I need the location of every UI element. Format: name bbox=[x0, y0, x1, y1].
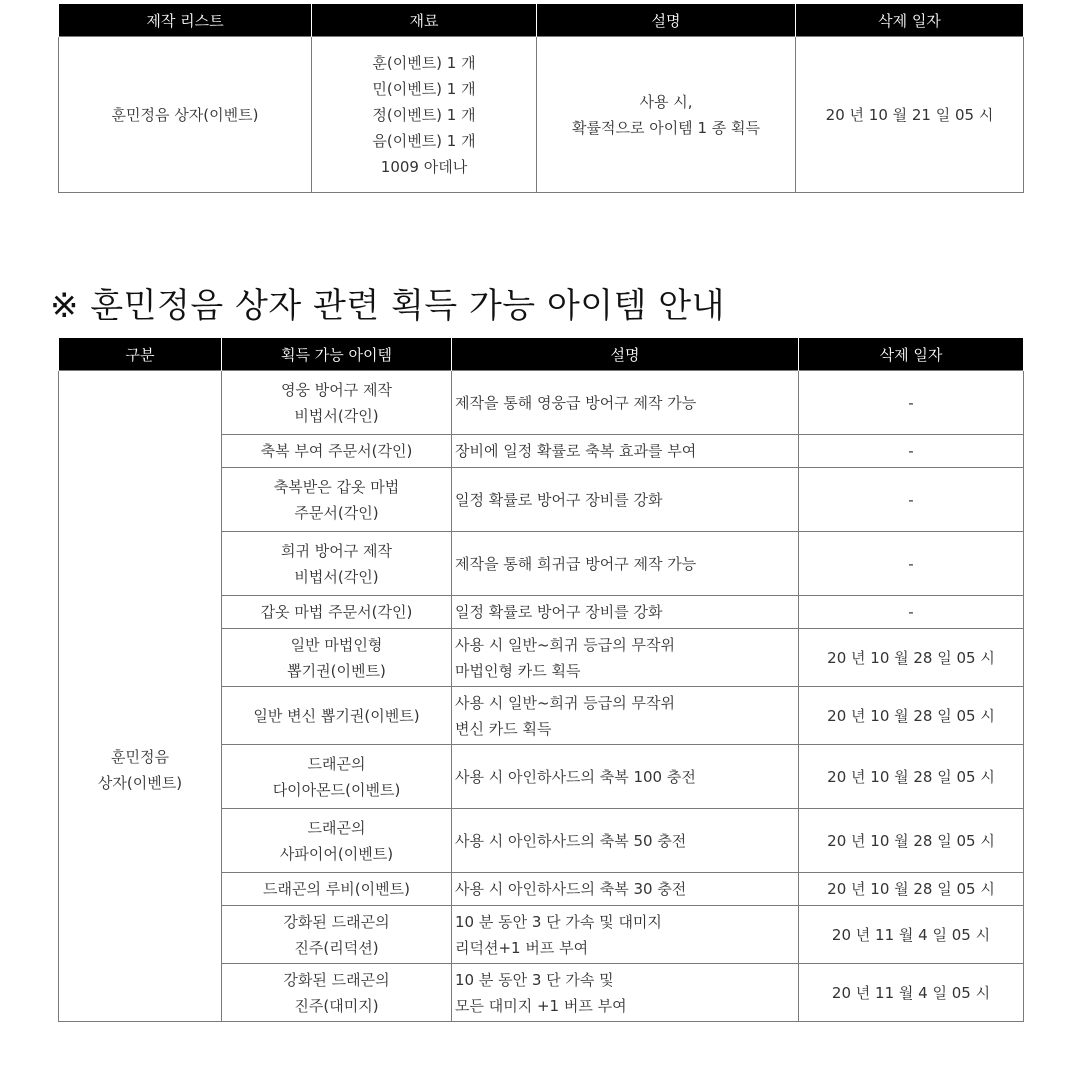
item-description-cell bbox=[452, 745, 799, 809]
category-cell bbox=[59, 371, 222, 1022]
craft-description bbox=[537, 37, 796, 193]
item-description-line: 제작을 통해 희귀급 방어구 제작 가능 bbox=[455, 554, 697, 573]
item-description-cell bbox=[452, 629, 799, 687]
material-line: 정(이벤트) 1 개 bbox=[372, 105, 476, 124]
item-description-line: 사용 시 일반~희귀 등급의 무작위 bbox=[455, 693, 676, 712]
item-description-line: 10 분 동안 3 단 가속 및 대미지 bbox=[455, 912, 662, 931]
item-description-line: 사용 시 아인하사드의 축복 30 충전 bbox=[455, 880, 687, 898]
item-name-line: 드래곤의 bbox=[307, 818, 366, 837]
item-description-cell bbox=[452, 809, 799, 873]
item-name-line: 다이아몬드(이벤트) bbox=[272, 780, 401, 799]
item-delete-date-cell: 20 년 11 월 4 일 05 시 bbox=[799, 906, 1024, 964]
item-name-cell bbox=[222, 468, 452, 532]
material-line: 1009 아데나 bbox=[380, 157, 468, 176]
item-description-line: 10 분 동안 3 단 가속 및 bbox=[455, 970, 614, 989]
item-delete-date-cell: 20 년 10 월 28 일 05 시 bbox=[799, 873, 1024, 906]
craft-item: 훈민정음 상자(이벤트) bbox=[59, 37, 312, 193]
header-craft-list: 제작 리스트 bbox=[59, 4, 312, 37]
craft-materials bbox=[312, 37, 537, 193]
item-name-cell bbox=[222, 906, 452, 964]
material-line: 훈(이벤트) 1 개 bbox=[372, 53, 476, 72]
item-delete-date-cell: 20 년 10 월 28 일 05 시 bbox=[799, 687, 1024, 745]
item-description-cell bbox=[452, 468, 799, 532]
item-name-line: 진주(리덕션) bbox=[294, 938, 379, 957]
craft-table bbox=[58, 4, 1024, 193]
item-name-cell bbox=[222, 435, 452, 468]
item-description-cell bbox=[452, 964, 799, 1022]
header-description: 설명 bbox=[452, 338, 799, 371]
item-name-line: 드래곤의 bbox=[307, 754, 366, 773]
item-delete-date-cell: 20 년 10 월 28 일 05 시 bbox=[799, 745, 1024, 809]
item-name-cell bbox=[222, 873, 452, 906]
items-table-header bbox=[59, 338, 1024, 371]
header-category: 구분 bbox=[59, 338, 222, 371]
item-name-line: 강화된 드래곤의 bbox=[283, 912, 390, 931]
craft-delete-date: 20 년 10 월 21 일 05 시 bbox=[796, 37, 1024, 193]
item-description-line: 사용 시 아인하사드의 축복 50 충전 bbox=[455, 831, 687, 850]
header-delete-date: 삭제 일자 bbox=[796, 4, 1024, 37]
item-description-cell bbox=[452, 371, 799, 435]
item-name-line: 영웅 방어구 제작 bbox=[281, 380, 392, 399]
item-name-line: 드래곤의 루비(이벤트) bbox=[263, 880, 410, 898]
item-name-cell bbox=[222, 596, 452, 629]
item-description-line: 일정 확률로 방어구 장비를 강화 bbox=[455, 603, 663, 621]
table-row bbox=[59, 371, 1024, 435]
item-delete-date-cell: - bbox=[799, 371, 1024, 435]
item-name-cell bbox=[222, 809, 452, 873]
item-description-cell bbox=[452, 596, 799, 629]
material-line: 음(이벤트) 1 개 bbox=[372, 131, 476, 150]
header-materials: 재료 bbox=[312, 4, 537, 37]
item-name-cell bbox=[222, 532, 452, 596]
item-description-cell bbox=[452, 906, 799, 964]
item-delete-date-cell: - bbox=[799, 468, 1024, 532]
item-name-line: 진주(대미지) bbox=[294, 996, 379, 1015]
item-name-cell bbox=[222, 745, 452, 809]
item-name-cell bbox=[222, 964, 452, 1022]
craft-table-header bbox=[59, 4, 1024, 37]
description-line: 확률적으로 아이템 1 종 획득 bbox=[571, 118, 760, 137]
item-name-line: 사파이어(이벤트) bbox=[279, 844, 394, 863]
item-description-line: 일정 확률로 방어구 장비를 강화 bbox=[455, 490, 663, 509]
item-description-line: 장비에 일정 확률로 축복 효과를 부여 bbox=[455, 442, 697, 460]
description-line: 사용 시, bbox=[639, 92, 693, 111]
item-description-cell bbox=[452, 687, 799, 745]
items-table bbox=[58, 338, 1024, 1022]
items-table-body bbox=[59, 371, 1024, 1022]
item-delete-date-cell: - bbox=[799, 435, 1024, 468]
item-description-cell bbox=[452, 435, 799, 468]
item-name-line: 뽑기권(이벤트) bbox=[287, 661, 386, 680]
category-line: 훈민정음 bbox=[111, 748, 169, 766]
item-name-line: 갑옷 마법 주문서(각인) bbox=[260, 603, 413, 621]
item-delete-date-cell: 20 년 10 월 28 일 05 시 bbox=[799, 809, 1024, 873]
item-description-cell bbox=[452, 532, 799, 596]
section-heading: ※ 훈민정음 상자 관련 획득 가능 아이템 안내 bbox=[50, 286, 725, 326]
item-description-line: 리덕션+1 버프 부여 bbox=[455, 938, 589, 957]
item-delete-date-cell: - bbox=[799, 596, 1024, 629]
item-description-line: 마법인형 카드 획득 bbox=[455, 661, 581, 680]
item-name-line: 희귀 방어구 제작 bbox=[281, 541, 392, 560]
header-obtainable-item: 획득 가능 아이템 bbox=[222, 338, 452, 371]
item-name-line: 비법서(각인) bbox=[294, 567, 379, 586]
item-description-cell bbox=[452, 873, 799, 906]
item-name-line: 축복받은 갑옷 마법 bbox=[273, 477, 400, 496]
item-description-line: 사용 시 일반~희귀 등급의 무작위 bbox=[455, 635, 676, 654]
item-name-cell bbox=[222, 371, 452, 435]
item-name-line: 축복 부여 주문서(각인) bbox=[260, 442, 413, 460]
item-description-line: 제작을 통해 영웅급 방어구 제작 가능 bbox=[455, 393, 697, 412]
item-name-line: 비법서(각인) bbox=[294, 406, 379, 425]
item-description-line: 모든 대미지 +1 버프 부여 bbox=[455, 996, 627, 1015]
item-name-cell bbox=[222, 687, 452, 745]
item-name-line: 일반 마법인형 bbox=[290, 635, 383, 654]
category-line: 상자(이벤트) bbox=[97, 774, 183, 792]
item-name-line: 주문서(각인) bbox=[294, 503, 379, 522]
item-name-line: 강화된 드래곤의 bbox=[283, 970, 390, 989]
item-name-cell bbox=[222, 629, 452, 687]
item-description-line: 변신 카드 획득 bbox=[455, 719, 552, 738]
material-line: 민(이벤트) 1 개 bbox=[372, 79, 476, 98]
item-name-line: 일반 변신 뽑기권(이벤트) bbox=[253, 706, 420, 725]
table-row bbox=[59, 37, 1024, 193]
header-description: 설명 bbox=[537, 4, 796, 37]
item-description-line: 사용 시 아인하사드의 축복 100 충전 bbox=[455, 767, 696, 786]
item-delete-date-cell: 20 년 11 월 4 일 05 시 bbox=[799, 964, 1024, 1022]
header-delete-date: 삭제 일자 bbox=[799, 338, 1024, 371]
item-delete-date-cell: 20 년 10 월 28 일 05 시 bbox=[799, 629, 1024, 687]
item-delete-date-cell: - bbox=[799, 532, 1024, 596]
